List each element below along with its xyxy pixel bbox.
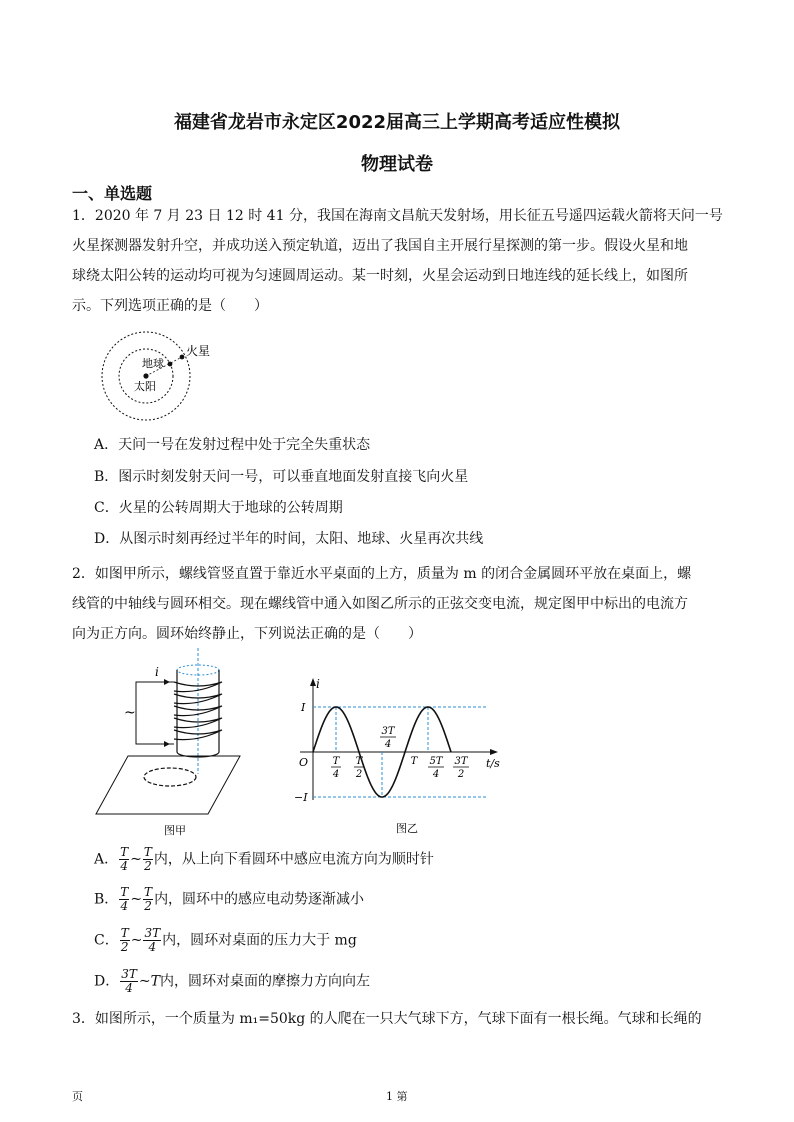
range-sep: ~ bbox=[130, 851, 142, 868]
tick-3t2-den: 2 bbox=[457, 769, 465, 780]
fraction-den: 4 bbox=[120, 859, 128, 873]
q2-option-c bbox=[94, 927, 357, 954]
fraction-den: 2 bbox=[144, 899, 152, 913]
question-2-line: 线管的中轴线与圆环相交。现在螺线管中通入如图乙所示的正弦交变电流，规定图甲中标出的电流方 bbox=[72, 596, 688, 612]
section-heading: 一、单选题 bbox=[72, 184, 153, 203]
figure-b-caption: 图乙 bbox=[396, 822, 418, 835]
question-3-line: 3．如图所示，一个质量为 m₁=50kg 的人爬在一只大气球下方，气球下面有一根长绳。气球和长绳的 bbox=[72, 1011, 702, 1027]
q1-option-b: B．图示时刻发射天问一号，可以垂直地面发射直接飞向火星 bbox=[94, 469, 469, 485]
y-min-label: −I bbox=[294, 791, 308, 804]
tick-3t4-num: 3T bbox=[381, 726, 395, 737]
sun-label: 太阳 bbox=[134, 380, 156, 393]
table-surface bbox=[96, 756, 240, 814]
q1-option-d: D．从图示时刻再经过半年的时间，太阳、地球、火星再次共线 bbox=[94, 531, 484, 547]
tick-3t2-num: 3T bbox=[454, 756, 468, 767]
tick-t: T bbox=[410, 756, 418, 767]
option-letter: B． bbox=[94, 891, 119, 908]
exam-title: 福建省龙岩市永定区2022届高三上学期高考适应性模拟 bbox=[173, 112, 621, 133]
question-1-line: 1．2020 年 7 月 23 日 12 时 41 分，我国在海南文昌航天发射场，用长征五号遥四运载火箭将天问一号 bbox=[72, 208, 723, 224]
fraction-den: 4 bbox=[148, 940, 157, 954]
fraction-den: 4 bbox=[120, 899, 129, 913]
range-sep: ~ bbox=[138, 973, 151, 990]
option-text: 内，圆环中的感应电动势逐渐减小 bbox=[154, 891, 365, 908]
y-max-label: I bbox=[301, 701, 306, 714]
range-sep: ~ bbox=[130, 891, 143, 908]
tick-t2-num: T bbox=[355, 756, 363, 767]
return-arrow bbox=[164, 741, 170, 747]
fraction-to bbox=[143, 886, 153, 913]
figure-current-graph bbox=[290, 674, 510, 836]
option-text: 内，从上向下看圆环中感应电流方向为顺时针 bbox=[153, 851, 434, 868]
fraction-to bbox=[143, 927, 161, 954]
page-number: 1 第 bbox=[386, 1090, 408, 1103]
option-text: 内，圆环对桌面的摩擦力方向向左 bbox=[159, 973, 370, 990]
option-letter: C． bbox=[94, 932, 119, 949]
question-1-line: 球绕太阳公转的运动均可视为匀速圆周运动。某一时刻，火星会运动到日地连线的延长线上，如图所 bbox=[72, 268, 688, 284]
x-tick-labels bbox=[331, 726, 469, 780]
fraction-num: 3T bbox=[144, 926, 161, 940]
tick-5t4-num: 5T bbox=[429, 756, 443, 767]
current-arrow bbox=[164, 679, 170, 685]
current-label: i bbox=[155, 665, 159, 679]
tick-3t4-den: 4 bbox=[384, 739, 392, 750]
origin-label: O bbox=[299, 756, 309, 769]
question-1-text bbox=[72, 201, 724, 321]
fraction-from bbox=[119, 846, 129, 873]
question-2-text bbox=[72, 559, 724, 649]
option-text: 内，圆环对桌面的压力大于 mg bbox=[162, 932, 357, 949]
fraction-from bbox=[120, 927, 130, 954]
figure-solenoid bbox=[90, 644, 260, 839]
q1-option-c: C．火星的公转周期大于地球的公转周期 bbox=[94, 500, 343, 516]
fraction-from bbox=[120, 968, 138, 995]
fraction-from bbox=[119, 886, 129, 913]
fraction-num: T bbox=[120, 845, 129, 859]
range-sep: ~ bbox=[130, 932, 143, 949]
tick-t2-den: 2 bbox=[355, 769, 363, 780]
q2-option-a bbox=[94, 846, 434, 873]
fraction-num: 3T bbox=[121, 967, 137, 981]
tick-t4-den: 4 bbox=[332, 769, 340, 780]
exam-subtitle: 物理试卷 bbox=[361, 154, 433, 175]
x-axis-label: t/s bbox=[486, 757, 500, 770]
q2-option-d bbox=[94, 968, 370, 995]
x-axis-arrow bbox=[490, 749, 498, 755]
range-end: T bbox=[150, 973, 160, 990]
option-letter: A． bbox=[94, 851, 119, 868]
mars-label: 火星 bbox=[186, 344, 211, 358]
question-1-line: 示。下列选项正确的是（ ） bbox=[72, 298, 268, 314]
question-2-line: 向为正方向。圆环始终静止，下列说法正确的是（ ） bbox=[72, 626, 422, 642]
fraction-den: 2 bbox=[120, 940, 129, 954]
fraction-num: T bbox=[120, 885, 129, 899]
fraction-num: T bbox=[143, 845, 152, 859]
footer-left: 页 bbox=[72, 1090, 83, 1103]
question-2-line: 2．如图甲所示，螺线管竖直置于靠近水平桌面的上方，质量为 m 的闭合金属圆环平放在桌面上，螺 bbox=[72, 566, 692, 582]
ac-source-symbol: ~ bbox=[124, 705, 136, 721]
tick-5t4-den: 4 bbox=[432, 769, 440, 780]
q2-option-b bbox=[94, 886, 364, 913]
metal-ring bbox=[144, 768, 196, 786]
question-1-line: 火星探测器发射升空，并成功送入预定轨道，迈出了我国自主开展行星探测的第一步。假设火星和地 bbox=[72, 238, 688, 254]
fraction-to bbox=[143, 846, 153, 873]
fraction-num: T bbox=[144, 885, 153, 899]
fraction-num: T bbox=[120, 926, 129, 940]
figure-a-caption: 图甲 bbox=[164, 824, 186, 837]
option-letter: D． bbox=[94, 973, 120, 990]
fraction-den: 2 bbox=[144, 859, 152, 873]
q1-option-a: A．天问一号在发射过程中处于完全失重状态 bbox=[94, 437, 371, 453]
orbit-diagram bbox=[98, 330, 228, 422]
fraction-den: 4 bbox=[125, 981, 133, 995]
earth-label: 地球 bbox=[142, 357, 164, 370]
question-3-text bbox=[72, 1004, 724, 1034]
y-axis-label: i bbox=[316, 677, 320, 691]
tick-t4-num: T bbox=[332, 756, 340, 767]
circuit-wire bbox=[136, 682, 174, 744]
